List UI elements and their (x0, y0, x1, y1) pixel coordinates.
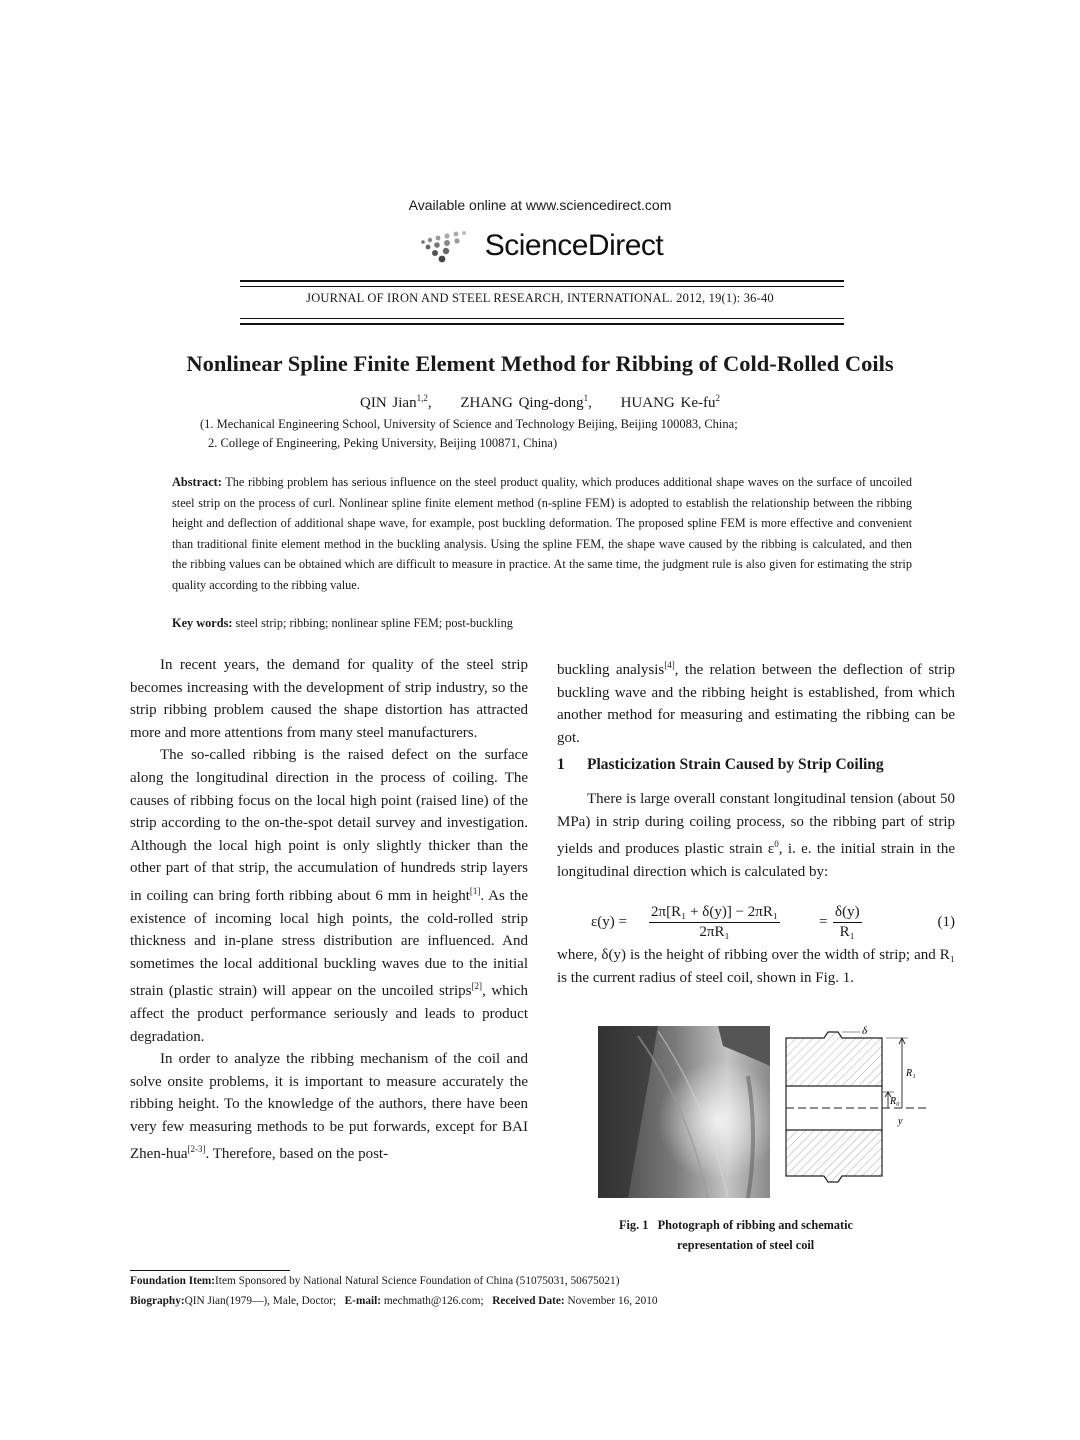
caption-text: representation of steel coil (677, 1238, 815, 1252)
author-separator: , (427, 395, 432, 411)
equation-fraction-2 (833, 904, 862, 941)
header-rule-bottom (240, 318, 844, 325)
journal-citation: JOURNAL OF IRON AND STEEL RESEARCH, INTERNATIONAL. 2012, 19(1): 36-40 (306, 291, 774, 305)
author-name: HUANG Ke-fu (620, 395, 716, 411)
footnote-foundation (130, 1275, 619, 1287)
abstract (172, 472, 912, 596)
paper-title: Nonlinear Spline Finite Element Method for Ribbing of Cold-Rolled Coils (186, 351, 894, 376)
paragraph-text: buckling analysis (557, 662, 665, 678)
footnote-text: Item Sponsored by National Natural Science Foundation of China (51075031, 50675021) (215, 1275, 620, 1287)
paragraph-text: , i. e. the initial strain in the longitudinal direction which is calculated by: (557, 841, 955, 880)
equation-numerator: 2π[R₁ + δ(y)] − 2πR₁ (649, 904, 780, 923)
section-title: Plasticization Strain Caused by Strip Coiling (587, 756, 884, 773)
citation-ref: [4] (664, 660, 675, 670)
equation-lhs: ε(y) = (591, 914, 627, 930)
body-column-right-top (557, 654, 955, 749)
citation-ref: [1] (469, 885, 481, 896)
paragraph-text: There is large overall constant longitudinal tension (about 50 MPa) in strip during coiling process, so the ribbing part of strip yields and produces plastic strain ε (557, 791, 955, 858)
sciencedirect-dots-icon (417, 228, 477, 264)
footnote-biography (130, 1295, 658, 1307)
paragraph-text: In order to analyze the ribbing mechanism of the coil and solve onsite problems, it is important to measure accurately the ribbing height. To the knowledge of the authors, there have been very few measuring methods to be put forwards, except for BAI Zhen-hua (130, 1051, 528, 1163)
schematic-label-r0: R₀ (890, 1096, 900, 1107)
coil-schematic-diagram (776, 1024, 936, 1204)
footnote-label: Biography: (130, 1295, 185, 1307)
figure-label: Fig. 1 (619, 1218, 649, 1232)
equation-denominator: 2πR₁ (699, 924, 730, 940)
author-affiliation-mark: 1 (583, 393, 589, 403)
affiliation-line: 2. College of Engineering, Peking University, Beijing 100871, China) (208, 436, 558, 450)
keywords-label: Key words: (172, 616, 233, 630)
author-name: ZHANG Qing-dong (460, 395, 584, 411)
affiliation-line: (1. Mechanical Engineering School, University of Science and Technology Beijing, Beijing 100083, China; (200, 417, 738, 431)
footnote-label: Foundation Item: (130, 1275, 216, 1287)
paragraph-text: . As the existence of incoming local high points, the cold-rolled strip thickness and in-plane stress distribution are influenced. And sometimes the local additional buckling waves due to the initial strain (plastic strain) will appear on the uncoiled strips (130, 887, 528, 1000)
keywords (172, 616, 912, 631)
footnote-text: November 16, 2010 (567, 1295, 658, 1307)
body-paragraph (557, 788, 955, 883)
citation-ref: [2-3] (187, 1144, 206, 1155)
equation-equals: = (819, 914, 828, 930)
author-separator: , (588, 395, 592, 411)
header-rule-top (240, 280, 844, 287)
schematic-label-y: y (898, 1116, 903, 1127)
author-name: QIN Jian (360, 395, 417, 411)
citation-ref: [2] (471, 981, 482, 992)
author-affiliation-mark: 1,2 (416, 393, 428, 403)
body-paragraph (130, 1048, 528, 1166)
steel-coil-photograph (598, 1026, 770, 1198)
section-number: 1 (557, 756, 565, 773)
footnote-rule (130, 1270, 290, 1271)
superscript: 0 (774, 839, 779, 850)
body-paragraph: where, δ(y) is the height of ribbing over the width of strip; and R₁ is the current radius of steel coil, shown in Fig. 1. (557, 947, 955, 986)
paragraph-text: , which affect the product performance seriously and leads to product degradation. (130, 983, 528, 1045)
body-paragraph (130, 744, 528, 1048)
body-column-right-bottom (557, 944, 955, 989)
equation-numerator: δ(y) (833, 904, 862, 923)
coil-schematic (776, 1024, 936, 1204)
footnote-label: E-mail: (344, 1295, 382, 1307)
equation-fraction-1 (649, 904, 780, 941)
body-paragraph (557, 654, 955, 749)
caption-text: Photograph of ribbing and schematic (657, 1218, 854, 1232)
body-paragraph: In recent years, the demand for quality of the steel strip becomes increasing with the development of strip industry, so the strip ribbing problem caused the shape distortion has attracted more and more attentions from many steel manufacturers. (130, 657, 528, 741)
sciencedirect-wordmark: ScienceDirect (484, 229, 664, 262)
author-affiliation-mark: 2 (715, 393, 720, 403)
section-heading (557, 756, 955, 774)
equation-1 (557, 904, 955, 946)
paragraph-text: . Therefore, based on the post- (205, 1146, 389, 1163)
paragraph-text: The so-called ribbing is the raised defect on the surface along the longitudinal direction in the process of coiling. The causes of ribbing focus on the local high point (raised line) of the strip according to the on-the-spot detail survey and investigation. Although the local high point is only slightly thicker than the other part of that strip, the accumulation of hundreds strip layers in coiling can bring forth ribbing about 6 mm in height (130, 747, 528, 904)
figure-caption (557, 1215, 955, 1255)
paragraph-text: , the relation between the deflection of strip buckling wave and the ribbing height is established, from which another method for measuring and estimating the ribbing can be got. (557, 662, 955, 746)
schematic-label-r1: R₁ (906, 1068, 916, 1079)
footnote-text: QIN Jian(1979—), Male, Doctor; (184, 1295, 337, 1307)
abstract-label: Abstract: (172, 475, 222, 489)
available-online-text: Available online at www.sciencedirect.com (408, 197, 672, 213)
schematic-label-delta: δ (862, 1025, 868, 1037)
equation-denominator: R₁ (839, 924, 855, 940)
sciencedirect-logo (0, 226, 1080, 266)
footnote-label: Received Date: (492, 1295, 565, 1307)
footnote-text: mechmath@126.com; (383, 1295, 484, 1307)
keywords-text: steel strip; ribbing; nonlinear spline FEM; post-buckling (235, 616, 513, 630)
body-column-right-mid (557, 788, 955, 883)
body-column-left (130, 654, 528, 1166)
author-list (0, 393, 1080, 412)
coil-photo-image (598, 1026, 770, 1198)
abstract-text: The ribbing problem has serious influence on the steel product quality, which produces additional shape waves on the surface of uncoiled steel strip on the process of curl. Nonlinear spline finite element method (n-spline FEM) is adopted to establish the relationship between the ribbing height and deflection of additional shape wave, for example, post buckling deformation. The proposed spline FEM is more effective and convenient than traditional finite element method in the buckling analysis. Using the spline FEM, the shape wave caused by the ribbing is calculated, and then the ribbing values can be obtained which are difficult to measure in practice. At the same time, the judgment rule is also given for estimating the strip quality according to the ribbing value. (172, 475, 912, 592)
equation-number: (1) (937, 914, 955, 930)
